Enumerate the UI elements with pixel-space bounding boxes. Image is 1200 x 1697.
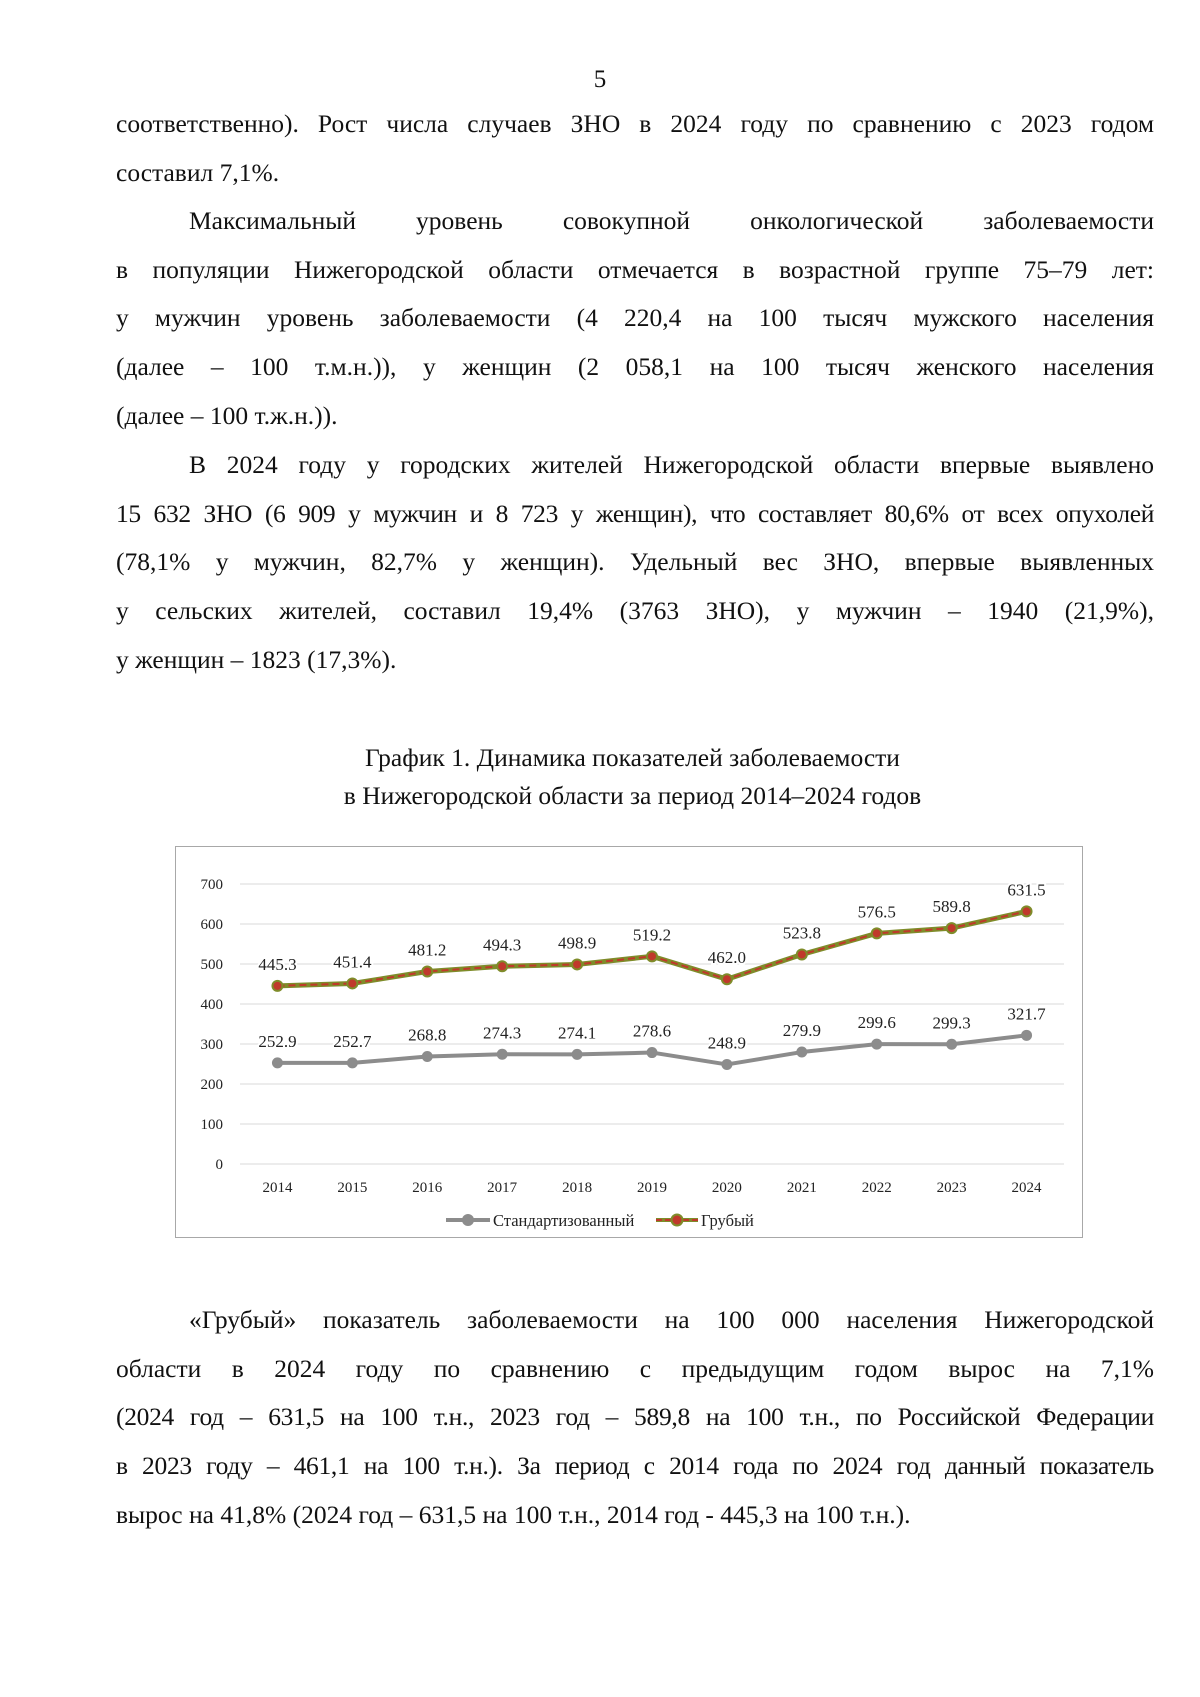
- series-line-grubyi: [277, 911, 1026, 985]
- legend-label-grubyi: Грубый: [701, 1211, 754, 1230]
- data-point: [572, 959, 582, 969]
- y-tick-label: 500: [200, 957, 223, 973]
- y-tick-label: 200: [200, 1077, 223, 1093]
- y-tick-label: 400: [200, 997, 223, 1013]
- data-point: [871, 1039, 882, 1050]
- data-label: 279.9: [782, 1021, 821, 1041]
- data-label: 278.6: [632, 1021, 672, 1041]
- paragraph-line: у сельских жителей, составил 19,4% (3763 ЗНО), у мужчин – 1940 (21,9%),: [116, 596, 1154, 626]
- data-label: 451.4: [333, 952, 372, 972]
- data-point: [647, 1047, 658, 1058]
- y-tick-label: 300: [200, 1037, 223, 1053]
- paragraph-1: [116, 100, 1154, 197]
- data-label: 274.3: [483, 1023, 522, 1043]
- x-tick-label: 2018: [562, 1180, 593, 1196]
- data-label: 494.3: [483, 935, 522, 955]
- paragraph-line: в 2023 году – 461,1 на 100 т.н.). За период с 2014 года по 2024 год данный показатель: [116, 1451, 1154, 1481]
- paragraph-4: [116, 1296, 1154, 1540]
- data-point: [422, 967, 432, 977]
- figure-caption: [0, 739, 1200, 815]
- paragraph-line: (далее – 100 т.м.н.)), у женщин (2 058,1 на 100 тысяч женского населения: [116, 352, 1154, 382]
- legend-marker-standardized: [462, 1214, 474, 1226]
- data-label: 445.3: [258, 954, 297, 974]
- paragraph-line: у мужчин уровень заболеваемости (4 220,4 на 100 тысяч мужского населения: [116, 303, 1154, 333]
- data-point: [272, 1057, 283, 1068]
- data-label: 268.8: [408, 1025, 447, 1045]
- y-tick-label: 0: [215, 1157, 223, 1173]
- paragraph-line: Максимальный уровень совокупной онкологической заболеваемости: [189, 206, 1154, 235]
- y-tick-label: 100: [200, 1117, 223, 1133]
- x-tick-label: 2022: [861, 1180, 892, 1196]
- data-point: [497, 961, 507, 971]
- x-tick-label: 2021: [786, 1180, 817, 1196]
- x-tick-label: 2019: [637, 1180, 667, 1196]
- data-label: 462.0: [707, 948, 747, 968]
- paragraph-line: В 2024 году у городских жителей Нижегородской области впервые выявлено: [189, 450, 1154, 479]
- data-point: [347, 978, 357, 988]
- data-label: 519.2: [632, 925, 672, 945]
- paragraph-line: (78,1% у мужчин, 82,7% у женщин). Удельный вес ЗНО, впервые выявленных: [116, 547, 1154, 577]
- data-point: [422, 1051, 433, 1062]
- paragraph-line: (далее – 100 т.ж.н.)).: [116, 400, 338, 430]
- data-point: [872, 928, 882, 938]
- x-tick-label: 2015: [337, 1180, 368, 1196]
- data-point: [497, 1049, 508, 1060]
- paragraph-line: (2024 год – 631,5 на 100 т.н., 2023 год – 589,8 на 100 т.н., по Российской Федерации: [116, 1402, 1154, 1432]
- data-point: [947, 923, 957, 933]
- data-point: [572, 1049, 583, 1060]
- data-label: 481.2: [408, 940, 447, 960]
- line-chart: [176, 847, 1081, 1236]
- data-point: [647, 951, 657, 961]
- data-label: 248.9: [707, 1033, 747, 1053]
- data-label: 631.5: [1007, 880, 1046, 900]
- data-label: 576.5: [857, 902, 896, 922]
- data-label: 523.8: [782, 923, 821, 943]
- x-tick-label: 2016: [412, 1180, 443, 1196]
- x-tick-label: 2017: [487, 1180, 518, 1196]
- y-tick-label: 700: [200, 877, 223, 893]
- data-label: 252.9: [258, 1031, 297, 1051]
- y-tick-label: 600: [200, 917, 223, 933]
- chart-frame: [175, 846, 1083, 1238]
- legend-marker-grubyi: [672, 1215, 683, 1226]
- figure-caption-line-1: График 1. Динамика показателей заболеваемости: [365, 743, 900, 772]
- data-label: 274.1: [557, 1023, 597, 1043]
- data-point: [347, 1057, 358, 1068]
- paragraph-line: 15 632 ЗНО (6 909 у мужчин и 8 723 у женщин), что составляет 80,6% от всех опухолей: [116, 498, 1154, 528]
- data-point: [797, 949, 807, 959]
- paragraph-line: области в 2024 году по сравнению с предыдущим годом вырос на 7,1%: [116, 1353, 1154, 1383]
- figure-caption-line-2: в Нижегородской области за период 2014–2024 годов: [343, 781, 922, 810]
- paragraph-line: в популяции Нижегородской области отмечается в возрастной группе 75–79 лет:: [116, 254, 1154, 284]
- paragraph-line: соответственно). Рост числа случаев ЗНО в 2024 году по сравнению с 2023 годом: [116, 109, 1154, 138]
- data-point: [796, 1047, 807, 1058]
- page-number: 5: [593, 66, 607, 93]
- paragraph-line: у женщин – 1823 (17,3%).: [116, 644, 397, 674]
- paragraph-2: [116, 197, 1154, 441]
- legend-label-standardized: Стандартизованный: [493, 1211, 635, 1230]
- paragraph-line: вырос на 41,8% (2024 год – 631,5 на 100 т.н., 2014 год - 445,3 на 100 т.н.).: [116, 1499, 911, 1529]
- data-label: 321.7: [1007, 1004, 1046, 1024]
- data-label: 299.3: [932, 1013, 971, 1033]
- paragraph-3: [116, 441, 1154, 685]
- paragraph-line: составил 7,1%.: [116, 157, 280, 187]
- data-point: [721, 1059, 732, 1070]
- data-point: [946, 1039, 957, 1050]
- data-label: 589.8: [932, 897, 971, 917]
- data-label: 299.6: [857, 1013, 896, 1033]
- x-tick-label: 2014: [262, 1180, 293, 1196]
- data-point: [272, 981, 282, 991]
- data-point: [1022, 906, 1032, 916]
- data-point: [722, 974, 732, 984]
- data-label: 252.7: [333, 1031, 372, 1051]
- paragraph-line: «Грубый» показатель заболеваемости на 100 000 населения Нижегородской: [189, 1305, 1154, 1334]
- x-tick-label: 2023: [936, 1180, 967, 1196]
- data-point: [1021, 1030, 1032, 1041]
- x-tick-label: 2024: [1011, 1180, 1042, 1196]
- series-line-grubyi-outline: [277, 911, 1026, 985]
- data-label: 498.9: [557, 933, 597, 953]
- x-tick-label: 2020: [711, 1180, 742, 1196]
